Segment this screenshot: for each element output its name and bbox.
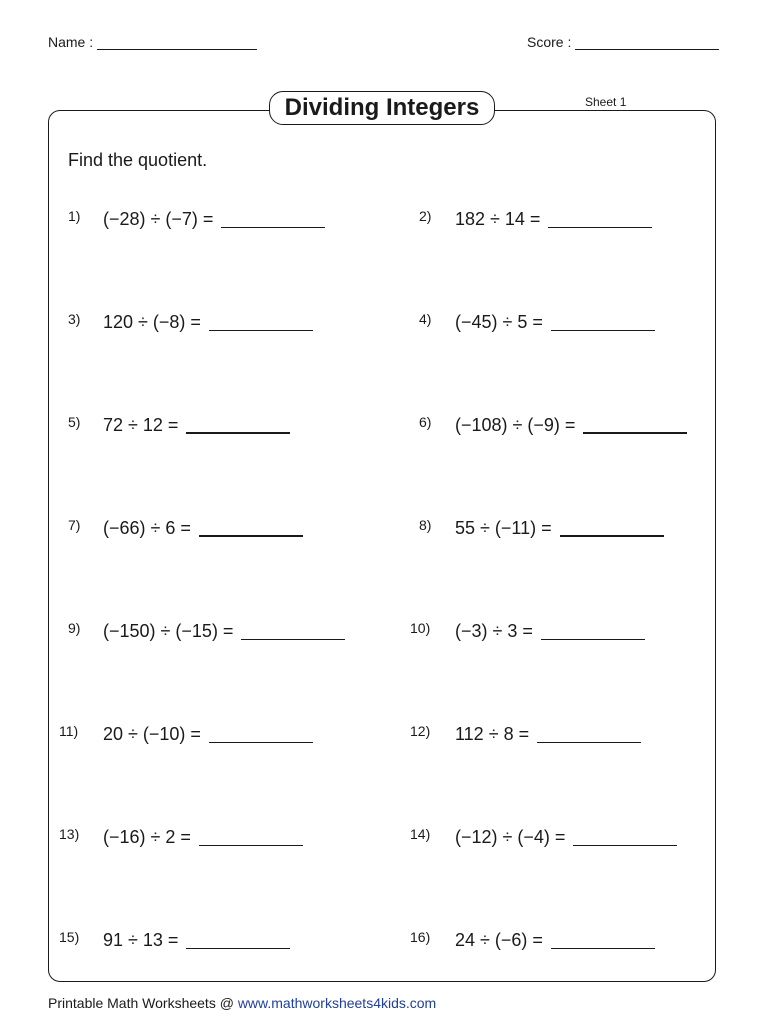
problem-number: 14) bbox=[410, 826, 431, 842]
problem-expression: (−3) ÷ 3 = bbox=[455, 621, 533, 641]
problem-item bbox=[410, 620, 645, 642]
problem-number: 16) bbox=[410, 929, 431, 945]
problem-item bbox=[419, 311, 655, 333]
problem-expression: (−108) ÷ (−9) = bbox=[455, 415, 576, 435]
problem-expression: (−12) ÷ (−4) = bbox=[455, 827, 566, 847]
score-field[interactable] bbox=[527, 33, 719, 50]
problem-expression: 72 ÷ 12 = bbox=[103, 415, 179, 435]
problem-number: 11) bbox=[59, 723, 79, 739]
problem-expression: 120 ÷ (−8) = bbox=[103, 312, 201, 332]
answer-line[interactable] bbox=[583, 414, 687, 434]
problem-number: 15) bbox=[59, 929, 80, 945]
problem-number: 10) bbox=[410, 620, 431, 636]
problem-expression: 91 ÷ 13 = bbox=[103, 930, 179, 950]
problem-item bbox=[419, 414, 687, 436]
problem-item bbox=[410, 826, 677, 848]
answer-line[interactable] bbox=[537, 724, 641, 743]
problem-item bbox=[68, 620, 345, 642]
problem-expression: (−66) ÷ 6 = bbox=[103, 518, 191, 538]
answer-line[interactable] bbox=[548, 209, 652, 228]
worksheet-title-text: Dividing Integers bbox=[284, 94, 480, 121]
problem-number: 7) bbox=[68, 517, 81, 533]
problem-expression: 20 ÷ (−10) = bbox=[103, 724, 201, 744]
answer-line[interactable] bbox=[560, 517, 664, 537]
problem-number: 4) bbox=[419, 311, 432, 327]
problem-item bbox=[68, 208, 325, 230]
problem-item bbox=[68, 311, 313, 333]
sheet-label: Sheet 1 bbox=[585, 95, 627, 109]
problem-number: 3) bbox=[68, 311, 81, 327]
footer bbox=[48, 995, 436, 1011]
problem-expression: 24 ÷ (−6) = bbox=[455, 930, 543, 950]
answer-line[interactable] bbox=[199, 827, 303, 846]
problem-expression: (−28) ÷ (−7) = bbox=[103, 209, 214, 229]
problem-number: 12) bbox=[410, 723, 431, 739]
problem-item bbox=[410, 929, 655, 951]
problem-item bbox=[419, 517, 664, 539]
problem-item bbox=[68, 517, 303, 539]
answer-line[interactable] bbox=[551, 930, 655, 949]
answer-line[interactable] bbox=[209, 312, 313, 331]
problem-item bbox=[59, 826, 303, 848]
problem-number: 2) bbox=[419, 208, 432, 224]
problem-expression: (−150) ÷ (−15) = bbox=[103, 621, 234, 641]
problem-number: 9) bbox=[68, 620, 81, 636]
answer-line[interactable] bbox=[241, 621, 345, 640]
score-answer-line[interactable] bbox=[575, 33, 719, 50]
answer-line[interactable] bbox=[221, 209, 325, 228]
worksheet-title bbox=[269, 91, 495, 125]
problem-expression: (−16) ÷ 2 = bbox=[103, 827, 191, 847]
instruction-text: Find the quotient. bbox=[68, 150, 208, 170]
problem-item bbox=[59, 929, 290, 951]
problem-number: 5) bbox=[68, 414, 81, 430]
name-field[interactable] bbox=[48, 33, 257, 50]
problem-item bbox=[59, 723, 313, 745]
problem-item bbox=[419, 208, 652, 230]
answer-line[interactable] bbox=[209, 724, 313, 743]
problem-number: 6) bbox=[419, 414, 432, 430]
problem-expression: 112 ÷ 8 = bbox=[455, 724, 530, 744]
problem-number: 8) bbox=[419, 517, 432, 533]
problem-item bbox=[410, 723, 641, 745]
footer-prefix: Printable Math Worksheets @ bbox=[48, 995, 238, 1011]
name-answer-line[interactable] bbox=[97, 33, 257, 50]
answer-line[interactable] bbox=[186, 930, 290, 949]
score-label: Score : bbox=[527, 34, 572, 50]
answer-line[interactable] bbox=[573, 827, 677, 846]
problem-expression: 55 ÷ (−11) = bbox=[455, 518, 552, 538]
name-label: Name : bbox=[48, 34, 94, 50]
footer-site-link[interactable]: www.mathworksheets4kids.com bbox=[237, 995, 437, 1011]
answer-line[interactable] bbox=[551, 312, 655, 331]
problem-item bbox=[68, 414, 290, 436]
answer-line[interactable] bbox=[541, 621, 645, 640]
problem-number: 13) bbox=[59, 826, 80, 842]
answer-line[interactable] bbox=[186, 414, 290, 434]
problem-expression: 182 ÷ 14 = bbox=[455, 209, 541, 229]
problem-expression: (−45) ÷ 5 = bbox=[455, 312, 543, 332]
worksheet-border bbox=[48, 110, 716, 982]
answer-line[interactable] bbox=[199, 517, 303, 537]
problem-number: 1) bbox=[68, 208, 81, 224]
